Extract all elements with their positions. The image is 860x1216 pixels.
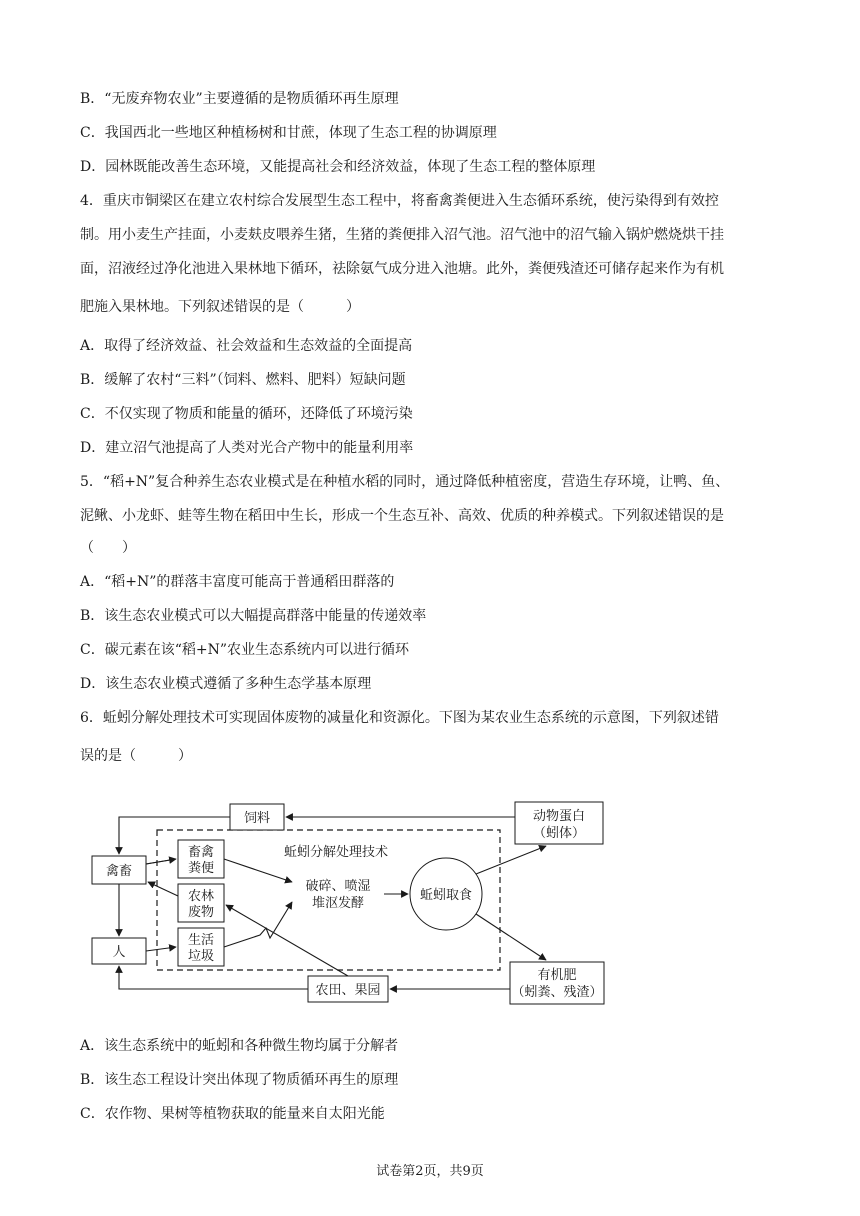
question-4-stem-line4: 肥施入果林地。下列叙述错误的是（ ） <box>80 299 360 315</box>
forestry-waste-label-1: 农林 <box>187 889 215 904</box>
option-6c: C．农作物、果树等植物获取的能量来自太阳光能 <box>80 1106 385 1122</box>
garbage-label-2: 垃圾 <box>187 949 215 964</box>
manure-label-2: 粪便 <box>187 861 215 876</box>
option-4b: B．缓解了农村“三料”（饲料、燃料、肥料）短缺问题 <box>80 372 406 388</box>
question-6-stem-line2: 误的是（ ） <box>80 748 192 764</box>
option-4a: A．取得了经济效益、社会效益和生态效益的全面提高 <box>80 338 413 354</box>
option-3b: B．“无废弃物农业”主要遵循的是物质循环再生原理 <box>80 91 399 107</box>
question-6-stem-line1: 6．蚯蚓分解处理技术可实现固体废物的减量化和资源化。下图为某农业生态系统的示意图，下列叙述错 <box>80 710 719 726</box>
option-3d: D．园林既能改善生态环境，又能提高社会和经济效益，体现了生态工程的整体原理 <box>80 159 596 175</box>
option-5a: A．“稻+N”的群落丰富度可能高于普通稻田群落的 <box>80 574 395 590</box>
ecosystem-diagram <box>80 790 620 1014</box>
animal-protein-sublabel: （蚓体） <box>532 826 586 841</box>
question-4-stem-line3: 面，沼液经过净化池进入果林地下循环，祛除氨气成分进入池塘。此外，粪便残渣还可储存起来作为有机 <box>80 261 724 277</box>
organic-fertilizer-sublabel: （蚓粪、残渣） <box>511 985 603 1000</box>
manure-label-1: 畜禽 <box>187 845 215 860</box>
technique-title: 蚯蚓分解处理技术 <box>284 845 389 860</box>
earthworm-label: 蚯蚓取食 <box>419 888 473 903</box>
farmland-label: 农田、果园 <box>315 983 381 998</box>
option-5c: C．碳元素在该“稻+N”农业生态系统内可以进行循环 <box>80 642 410 658</box>
option-4d: D．建立沼气池提高了人类对光合产物中的能量利用率 <box>80 440 414 456</box>
crush-label-1: 破碎、喷湿 <box>305 879 371 894</box>
question-4-stem-line1: 4．重庆市铜梁区在建立农村综合发展型生态工程中，将畜禽粪便进入生态循环系统，使污染得到有效控 <box>80 193 719 209</box>
option-6a: A．该生态系统中的蚯蚓和各种微生物均属于分解者 <box>80 1038 399 1054</box>
feed-label: 饲料 <box>243 811 271 826</box>
organic-fertilizer-label: 有机肥 <box>537 968 577 983</box>
option-6b: B．该生态工程设计突出体现了物质循环再生的原理 <box>80 1072 399 1088</box>
garbage-label-1: 生活 <box>187 933 215 948</box>
option-3c: C．我国西北一些地区种植杨树和甘蔗，体现了生态工程的协调原理 <box>80 125 497 141</box>
question-4-stem-line2: 制。用小麦生产挂面，小麦麸皮喂养生猪，生猪的粪便排入沼气池。沼气池中的沼气输入锅炉燃烧烘干挂 <box>80 227 724 243</box>
page-footer: 试卷第2页，共9页 <box>376 1164 484 1179</box>
crush-label-2: 堆沤发酵 <box>311 896 365 911</box>
forestry-waste-label-2: 废物 <box>187 905 215 920</box>
option-5b: B．该生态农业模式可以大幅提高群落中能量的传递效率 <box>80 608 427 624</box>
question-5-stem-line2: 泥鳅、小龙虾、蛙等生物在稻田中生长，形成一个生态互补、高效、优质的种养模式。下列叙述错误的是 <box>80 508 724 524</box>
question-5-stem-line1: 5．“稻+N”复合种养生态农业模式是在种植水稻的同时，通过降低种植密度，营造生存环境，让鸭、鱼、 <box>80 474 730 490</box>
animal-protein-label: 动物蛋白 <box>532 809 586 824</box>
question-5-stem-line3: （ ） <box>80 540 136 556</box>
option-5d: D．该生态农业模式遵循了多种生态学基本原理 <box>80 676 372 692</box>
option-4c: C．不仅实现了物质和能量的循环，还降低了环境污染 <box>80 406 413 422</box>
livestock-label: 禽畜 <box>105 864 133 879</box>
ecosystem-diagram-svg <box>80 790 620 1010</box>
human-label: 人 <box>112 945 126 960</box>
